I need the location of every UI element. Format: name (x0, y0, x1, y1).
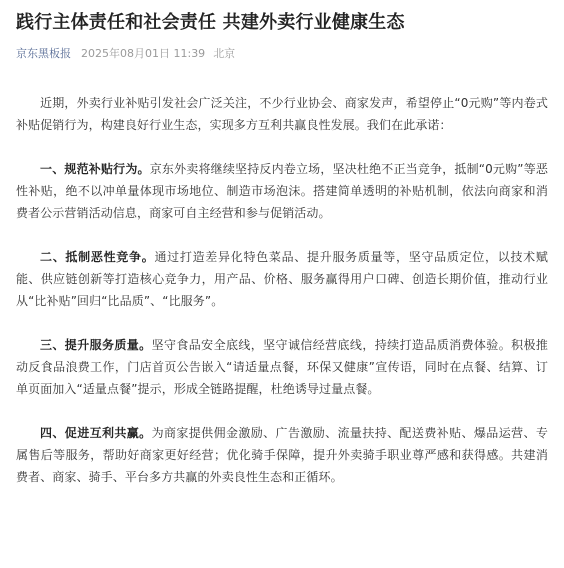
article-point-3 (16, 334, 548, 400)
point-heading: 二、抵制恶性竞争。 (40, 250, 155, 264)
point-body: 为商家提供佣金激励、广告激励、流量扶持、配送费补贴、爆品运营、专属售后等服务，帮助好商家更好经营；优化骑手保障，提升外卖骑手职业尊严感和获得感。共建消费者、商家、骑手、平台多方共赢的外卖良性生态和正循环。 (16, 426, 548, 484)
article-title: 践行主体责任和社会责任 共建外卖行业健康生态 (16, 12, 405, 33)
point-heading: 三、提升服务质量。 (40, 338, 152, 352)
article-point-2 (16, 246, 548, 312)
article-intro: 近期，外卖行业补贴引发社会广泛关注，不少行业协会、商家发声，希望停止“0元购”等内卷式补贴促销行为，构建良好行业生态，实现多方互利共赢良性发展。我们在此承诺： (16, 96, 548, 132)
article-source-link[interactable]: 京东黑板报 (16, 47, 71, 60)
article-meta (16, 46, 548, 62)
article-location: 北京 (213, 47, 236, 60)
article-date: 2025年08月01日 11:39 (81, 47, 206, 60)
point-heading: 一、规范补贴行为。 (40, 162, 150, 176)
point-heading: 四、促进互利共赢。 (40, 426, 152, 440)
article-point-1 (16, 158, 548, 224)
article-point-4 (16, 422, 548, 488)
point-body: 坚守食品安全底线，坚守诚信经营底线，持续打造品质消费体验。积极推动反食品浪费工作，门店首页公告嵌入“请适量点餐，环保又健康”宣传语，同时在点餐、结算、订单页面加入“适量点餐”提示，形成全链路提醒，杜绝诱导过量点餐。 (16, 338, 548, 396)
point-body: 京东外卖将继续坚持反内卷立场，坚决杜绝不正当竞争，抵制“0元购”等恶性补贴，绝不以冲单量体现市场地位、制造市场泡沫。搭建简单透明的补贴机制，依法向商家和消费者公示营销活动信息，商家可自主经营和参与促销活动。 (16, 162, 548, 220)
point-body: 通过打造差异化特色菜品、提升服务质量等，坚守品质定位，以技术赋能、供应链创新等打造核心竞争力，用产品、价格、服务赢得用户口碑、创造长期价值，推动行业从“比补贴”回归“比品质”、“比服务”。 (16, 250, 548, 308)
